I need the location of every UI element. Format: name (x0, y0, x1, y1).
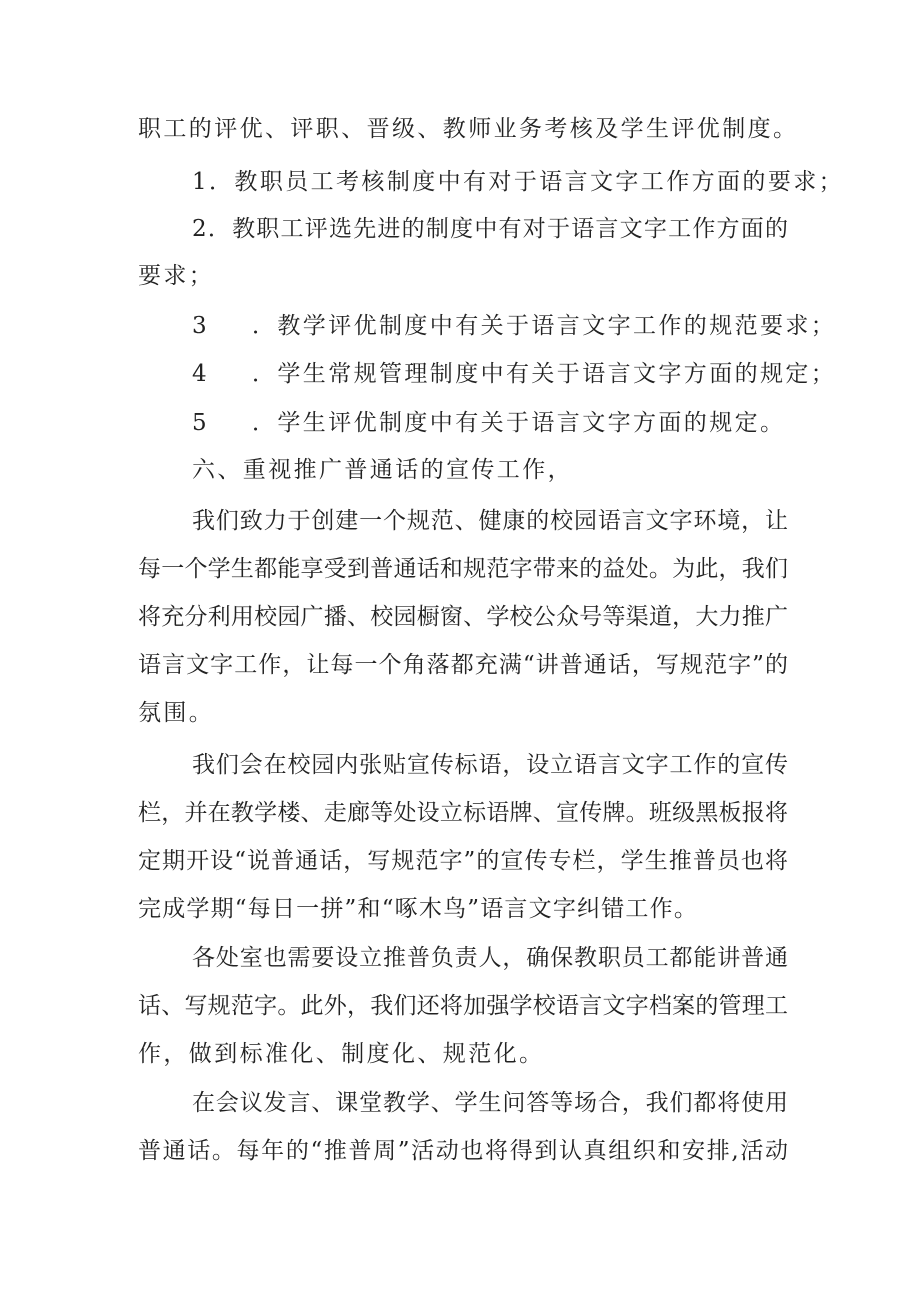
list-item-2: 2．教职工评选先进的制度中有对于语言文字工作方面的 (192, 216, 788, 242)
paragraph-1-line-2: 每一个学生都能享受到普通话和规范字带来的益处。为此，我们 (138, 556, 788, 582)
paragraph-2-line-4: 完成学期“每日一拼”和“啄木鸟”语言文字纠错工作。 (138, 896, 699, 922)
list-item-text: ．教学评优制度中有关于语言文字工作的规范要求； (252, 313, 837, 339)
paragraph-3-line-1: 各处室也需要设立推普负责人，确保教职员工都能讲普通 (192, 945, 788, 971)
list-item-3 (192, 302, 837, 350)
list-item-number: 3 (192, 313, 207, 339)
paragraph-1-line-1: 我们致力于创建一个规范、健康的校园语言文字环境，让 (192, 508, 788, 534)
list-item-text: ．学生常规管理制度中有关于语言文字方面的规定； (252, 361, 837, 387)
paragraph-4-line-1: 在会议发言、课堂教学、学生问答等场合，我们都将使用 (192, 1090, 788, 1116)
list-item-2-continuation: 要求； (138, 263, 215, 289)
list-item-text: ．学生评优制度中有关于语言文字方面的规定。 (252, 410, 786, 436)
paragraph-2-line-3: 定期开设“说普通话，写规范字”的宣传专栏，学生推普员也将 (138, 848, 788, 874)
list-item-number: 5 (192, 410, 207, 436)
paragraph-3-line-2: 话、写规范字。此外，我们还将加强学校语言文字档案的管理工 (138, 993, 788, 1019)
paragraph-1-line-5: 氛围。 (138, 700, 215, 726)
paragraph-1-line-4: 语言文字工作，让每一个角落都充满“讲普通话，写规范字”的 (138, 652, 788, 678)
paragraph-4-line-2: 普通话。每年的“推普周”活动也将得到认真组织和安排,活动 (138, 1138, 788, 1164)
list-item-1: 1．教职员工考核制度中有对于语言文字工作方面的要求； (192, 169, 845, 195)
section-heading: 六、重视推广普通话的宣传工作， (192, 457, 573, 483)
paragraph-3-line-3: 作，做到标准化、制度化、规范化。 (138, 1041, 545, 1067)
paragraph-1-line-3: 将充分利用校园广播、校园橱窗、学校公众号等渠道，大力推广 (138, 604, 788, 630)
paragraph-2-line-1: 我们会在校园内张贴宣传标语，设立语言文字工作的宣传 (192, 752, 788, 778)
paragraph-2-line-2: 栏，并在教学楼、走廊等处设立标语牌、宣传牌。班级黑板报将 (138, 800, 788, 826)
list-item-5 (192, 399, 788, 447)
list-item-number: 4 (192, 361, 207, 387)
continuation-line: 职工的评优、评职、晋级、教师业务考核及学生评优制度。 (138, 116, 799, 142)
list-item-4 (192, 350, 837, 398)
